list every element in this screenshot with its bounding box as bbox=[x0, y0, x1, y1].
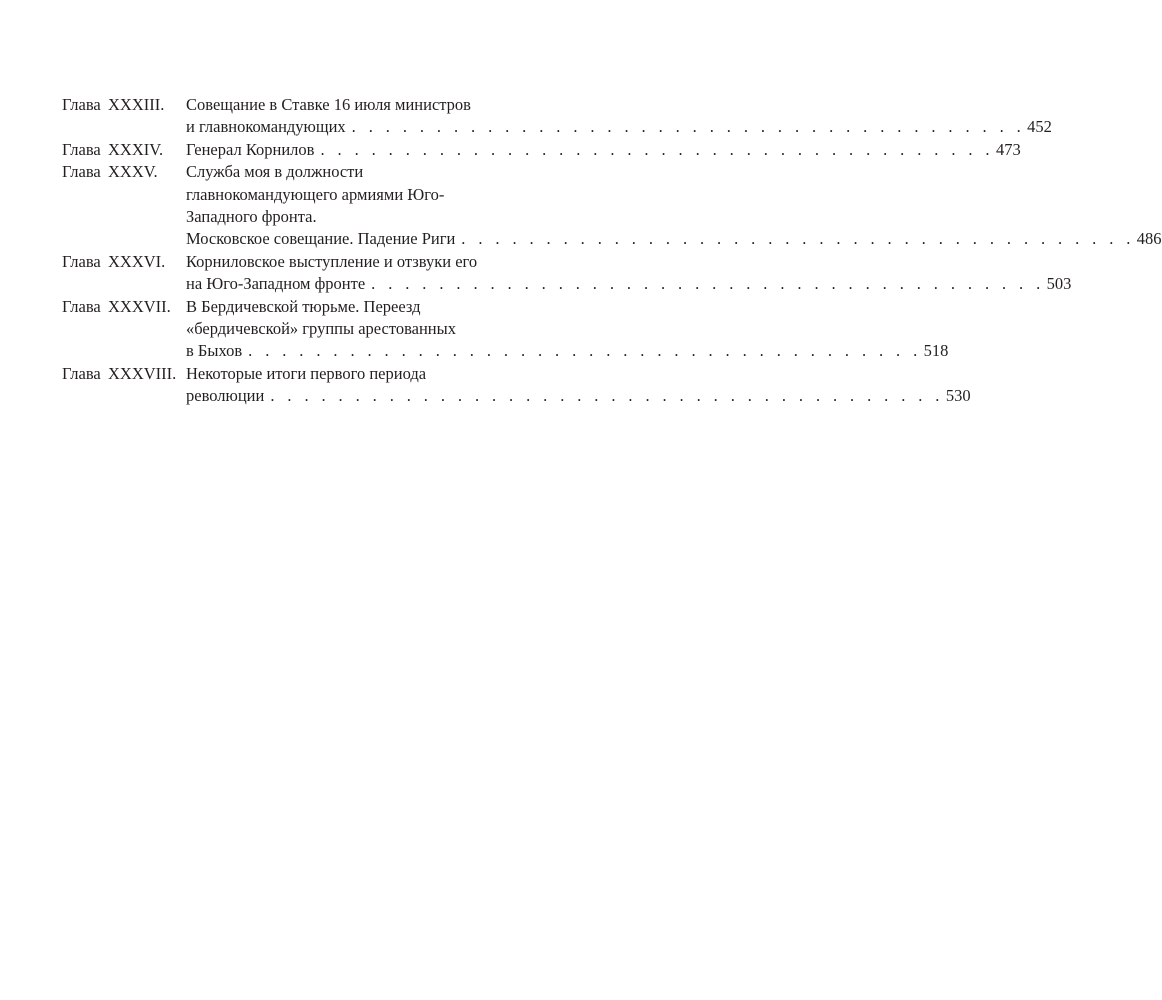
table-of-contents bbox=[62, 94, 1162, 408]
chapter-title-line: «бердичевской» группы арестованных bbox=[186, 319, 456, 339]
page-number: 452 bbox=[1027, 117, 1052, 137]
toc-entry[interactable] bbox=[62, 139, 1021, 161]
chapter-title-last-line bbox=[186, 116, 1052, 138]
chapter-title-last-line bbox=[186, 273, 1072, 295]
chapter-title-line: Совещание в Ставке 16 июля министров bbox=[186, 95, 471, 114]
toc-entry[interactable] bbox=[62, 161, 1162, 251]
page-number: 530 bbox=[945, 386, 971, 406]
chapter-word: Глава bbox=[62, 363, 101, 383]
chapter-word: Глава bbox=[62, 162, 101, 182]
toc-entry[interactable] bbox=[62, 94, 1052, 139]
chapter-title-text: Московское совещание. Падение Риги bbox=[186, 229, 456, 249]
chapter-title-last-line bbox=[186, 385, 971, 407]
chapter-label bbox=[62, 296, 171, 318]
chapter-word: Глава bbox=[62, 296, 101, 316]
chapter-numeral: XXXIV. bbox=[108, 139, 164, 159]
chapter-title-line: главнокомандующего армиями Юго- bbox=[186, 184, 445, 204]
chapter-title-text: Генерал Корнилов bbox=[186, 139, 315, 159]
chapter-numeral: XXXVII. bbox=[108, 296, 171, 316]
chapter-title-line: Служба моя в должности bbox=[186, 162, 364, 182]
page-number: 503 bbox=[1046, 274, 1072, 294]
chapter-label bbox=[62, 94, 164, 116]
chapter-word: Глава bbox=[62, 251, 101, 271]
dot-leader: . . . . . . . . . . . . . . . . . . . . . . . . . . . . . . . . . . . . . . . . bbox=[461, 229, 1135, 249]
chapter-title-line: Некоторые итоги первого периода bbox=[186, 363, 427, 383]
chapter-title-line: Корниловское выступление и отзвуки его bbox=[186, 251, 478, 271]
page-number: 486 bbox=[1136, 229, 1162, 249]
chapter-numeral: XXXIII. bbox=[108, 95, 165, 114]
toc-entry[interactable] bbox=[62, 363, 971, 408]
chapter-title-text: и главнокомандующих bbox=[186, 117, 346, 137]
chapter-label bbox=[62, 161, 158, 183]
chapter-title-text: в Быхов bbox=[186, 341, 243, 361]
chapter-numeral: XXXVIII. bbox=[108, 363, 177, 383]
chapter-title-line: В Бердичевской тюрьме. Переезд bbox=[186, 296, 421, 316]
chapter-word: Глава bbox=[62, 95, 101, 114]
chapter-numeral: XXXV. bbox=[108, 162, 158, 182]
dot-leader: . . . . . . . . . . . . . . . . . . . . . . . . . . . . . . . . . . . . . . . . bbox=[248, 341, 922, 361]
dot-leader: . . . . . . . . . . . . . . . . . . . . . . . . . . . . . . . . . . . . . . . . bbox=[320, 139, 994, 159]
dot-leader: . . . . . . . . . . . . . . . . . . . . . . . . . . . . . . . . . . . . . . . . bbox=[371, 274, 1045, 294]
chapter-title-line: Западного фронта. bbox=[186, 207, 317, 227]
dot-leader: . . . . . . . . . . . . . . . . . . . . . . . . . . . . . . . . . . . . . . . . bbox=[270, 386, 944, 406]
toc-entry[interactable] bbox=[62, 296, 949, 363]
chapter-title-text: на Юго-Западном фронте bbox=[186, 274, 366, 294]
chapter-title-last-line bbox=[186, 228, 1162, 250]
chapter-label bbox=[62, 139, 163, 161]
chapter-label bbox=[62, 363, 176, 385]
chapter-numeral: XXXVI. bbox=[108, 251, 166, 271]
toc-entry[interactable] bbox=[62, 251, 1072, 296]
dot-leader: . . . . . . . . . . . . . . . . . . . . . . . . . . . . . . . . . . . . . . . . bbox=[351, 117, 1026, 137]
page-number: 473 bbox=[995, 139, 1021, 159]
chapter-title-text: революции bbox=[186, 386, 265, 406]
chapter-title-last-line bbox=[186, 340, 949, 362]
chapter-label bbox=[62, 251, 165, 273]
page-number: 518 bbox=[923, 341, 949, 361]
chapter-title-last-line bbox=[186, 139, 1021, 161]
chapter-word: Глава bbox=[62, 139, 101, 159]
